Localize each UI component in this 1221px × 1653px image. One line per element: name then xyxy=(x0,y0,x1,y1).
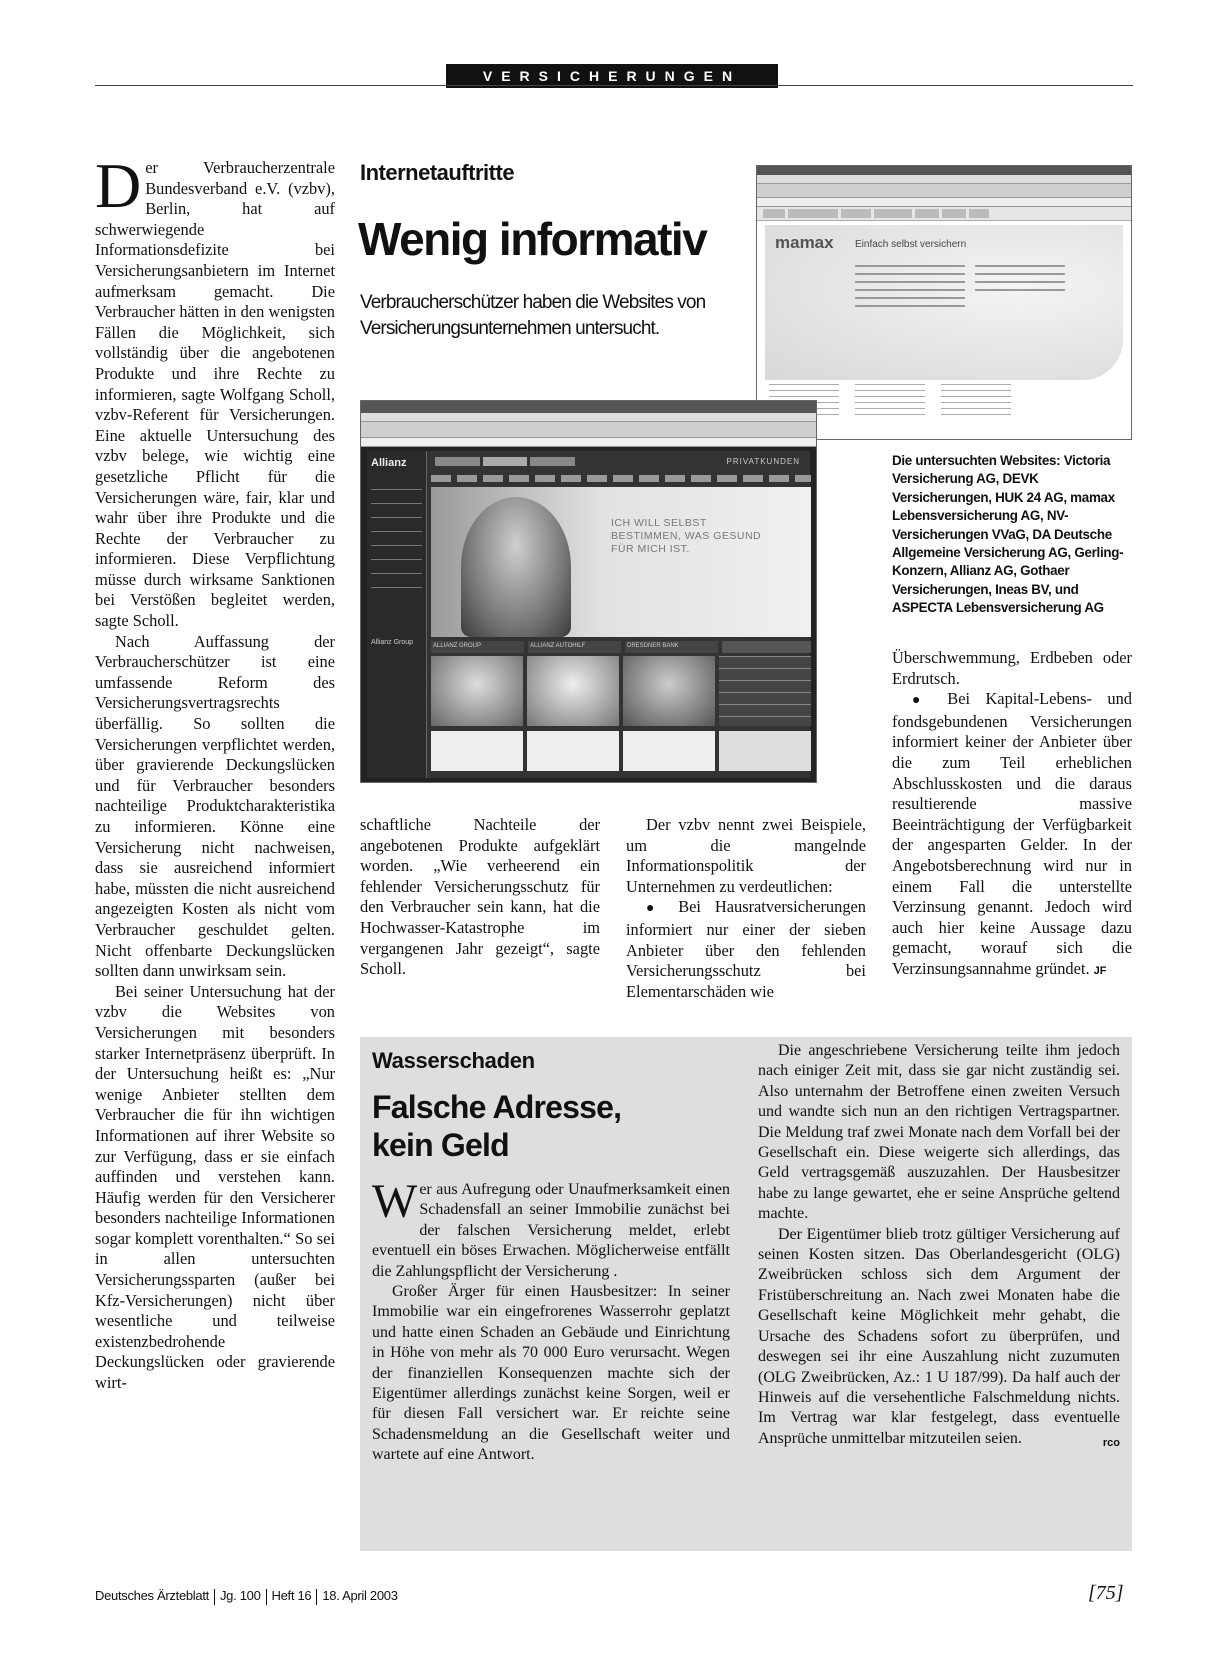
author-signature: JF xyxy=(1093,964,1107,977)
mamax-tagline: Einfach selbst versichern xyxy=(855,239,967,250)
divider xyxy=(266,1589,267,1605)
box-kicker: Wasserschaden xyxy=(372,1048,535,1073)
bullet-text: Bei Hausratversicherungen informiert nur einer der sieben Anbieter über den fehlenden Versicherungsschutz bei Elementarschäden wie xyxy=(626,897,866,1001)
box-column-1 xyxy=(372,1175,730,1466)
article-deck: Verbraucherschützer haben die Websites von Versicherungsunternehmen untersucht. xyxy=(360,292,706,339)
box-paragraph xyxy=(372,1175,730,1282)
paragraph-text: er Verbraucherzentrale Bundesverband e.V. (vzbv), Berlin, hat auf schwerwiegende Informationsdefizite bei Versicherungsanbietern im Internet aufmerksam gemacht. Die Verbraucher hätten in den wenigsten Fällen die Möglichkeit, sich vollständig über die angebotenen Produkte und ihre Rechte zu informieren, sagte Wolfgang Scholl, vzbv-Referent für Versicherungen. Eine aktuelle Untersuchung des vzbv belege, wie wichtig eine gesetzliche Pflicht für die Versicherungen wäre, fair, klar und wahr über ihre Produkte und die Rechte der Verbraucher zu informieren. Diese Verpflichtung müsse durch wirksame Sanktionen bei Verstößen begleitet werden, sagte Scholl. xyxy=(95,158,335,631)
allianz-logo: Allianz xyxy=(371,457,407,469)
box-author-signature: rco xyxy=(1102,1436,1120,1449)
journal-issue: Heft 16 xyxy=(271,1588,312,1603)
article-paragraph xyxy=(892,689,1132,981)
header-rule xyxy=(95,85,1133,86)
article-headline: Wenig informativ xyxy=(358,213,707,265)
journal-name: Deutsches Ärzteblatt xyxy=(95,1588,209,1603)
allianz-tab: ALLIANZ GROUP xyxy=(431,641,524,653)
allianz-tab: ALLIANZ AUTOHILF xyxy=(528,641,621,653)
article-paragraph: Bei seiner Untersuchung hat der vzbv die Websites von Versicherungen mit besonders starker Internetpräsenz überprüft. In der Untersuchung heißt es: „Nur wenige Anbieter stellten dem Verbraucher die für ihn wichtigen Informationen auf ihrer Website so zur Verfügung, dass er sie einfach auffinden und verstehen kann. Häufig werden für den Versicherer besonders nachteilige Informationen sogar komplett vorenthalten.“ So sei in allen untersuchten Versicherungssparten (außer bei Kfz-Versicherungen) nicht über wesentliche und teilweise existenzbedrohende Deckungslücken oder gravierende wirt- xyxy=(95,981,335,1393)
article-paragraph: schaftliche Nachteile der angebotenen Produkte aufgeklärt worden. „Wie verheerend ein fehlender Versicherungsschutz für den Verbraucher sein kann, hat die Hochwasser-Katastrophe im vergangenen Jahr gezeigt“, sagte Scholl. xyxy=(360,815,600,979)
box-paragraph: Die angeschriebene Versicherung teilte ihm jedoch nach einiger Zeit mit, dass sie gar nicht zuständig sei. Also unternahm der Betroffene einen zweiten Versuch und wandte sich nun an den richtigen Vertragspartner. Die Meldung traf zwei Monate nach dem Vorfall bei der Gesellschaft ein. Diese weigerte sich allerdings, das Geld vertragsgemäß auszuzahlen. Der Hausbesitzer habe zu lange gewartet, ehe er seine Ansprüche geltend machte. xyxy=(758,1042,1120,1223)
article-column-3 xyxy=(626,815,866,1002)
paragraph-text: Der Eigentümer blieb trotz gültiger Versicherung auf seinen Kosten sitzen. Das Oberlandesgericht (OLG) Zweibrücken schloss sich dem Argument der Fristüberschreitung an. Nach zwei Monaten habe die Gesellschaft keine Möglichkeit mehr gehabt, die Ursache des Schadens sofort zu überprüfen, und deswegen sei ihr eine Auszahlung nicht zuzumuten (OLG Zweibrücken, Az.: 1 U 187/99). Da half auch der Hinweis auf die versehentliche Falschmeldung nichts. Im Vertrag war klar festgelegt, dass eventuelle Ansprüche unmittelbar mitzuteilen seien. xyxy=(758,1225,1120,1447)
box-paragraph xyxy=(758,1225,1120,1449)
section-label: VERSICHERUNGEN xyxy=(446,64,778,88)
article-column-4 xyxy=(892,648,1132,982)
screenshot-caption: Die untersuchten Websites: Victoria Versicherung AG, DEVK Versicherungen, HUK 24 AG, mamax Lebensversicherung AG, NV-Versicherungen VVaG, DA Deutsche Allgemeine Versicherung AG, Gerling-Konzern, Allianz AG, Gothaer Versicherungen, Ineas BV, und ASPECTA Lebensversicherung AG xyxy=(892,453,1124,616)
bullet-icon: ● xyxy=(912,693,932,709)
article-column-2 xyxy=(360,815,600,980)
bullet-icon: ● xyxy=(646,901,665,917)
divider xyxy=(316,1589,317,1605)
mamax-website-screenshot xyxy=(756,165,1132,440)
box-headline: Falsche Adresse, kein Geld xyxy=(372,1089,622,1163)
mamax-logo: mamax xyxy=(775,233,834,252)
article-column-1 xyxy=(95,158,335,1553)
page-footer xyxy=(95,1588,398,1605)
article-paragraph: Der vzbv nennt zwei Beispiele, um die mangelnde Informationspolitik der Unternehmen zu verdeutlichen: xyxy=(626,815,866,896)
journal-volume: Jg. 100 xyxy=(219,1588,261,1603)
drop-cap: W xyxy=(372,1175,418,1228)
article-kicker: Internetauftritte xyxy=(360,160,515,185)
journal-date: 18. April 2003 xyxy=(322,1588,398,1603)
divider xyxy=(214,1589,215,1605)
box-column-2 xyxy=(758,1041,1120,1453)
article-paragraph: Nach Auffassung der Verbraucherschützer ist eine umfassende Reform des Versicherungsvertragsrechts überfällig. So sollten die Versicherungen verpflichtet werden, über gravierende Deckungslücken und für Verbraucher besonders nachteilige Produktcharakteristika zu informieren. Könne eine Versicherung nicht nachweisen, dass sie ausreichend informiert habe, müssten die nicht ausreichend angezeigten Kosten als nicht vom Verbraucher geschuldet gelten. Nicht offenbarte Deckungslücken sollten dann unwirksam sein. xyxy=(95,631,335,981)
allianz-hero-claim: ICH WILL SELBST BESTIMMEN, WAS GESUND FÜR MICH IST. xyxy=(611,517,762,555)
article-paragraph xyxy=(95,158,335,632)
allianz-tab: DRESDNER BANK xyxy=(625,641,718,653)
paragraph-text: er aus Aufregung oder Unaufmerksamkeit einen Schadensfall an seiner Immobilie zunächst bei der falschen Versicherung meldet, erlebt eventuell ein böses Erwachen. Möglicherweise entfällt die Zahlungspflicht der Versicherung . xyxy=(372,1181,730,1280)
allianz-group-label: Allianz Group xyxy=(371,639,414,646)
page-number: [75] xyxy=(1088,1582,1124,1604)
article-paragraph xyxy=(626,897,866,1002)
drop-cap: D xyxy=(95,158,142,221)
box-paragraph: Großer Ärger für einen Hausbesitzer: In seiner Immobilie war ein eingefrorenes Wasserrohr geplatzt und hatte einen Schaden an Gebäude und Einrichtung in Höhe von mehr als 70 000 Euro verursacht. Wegen der finanziellen Konsequenzen machte sich der Eigentümer allerdings zunächst keine Sorgen, weil er für diesen Fall versichert war. Er reichte seine Schadensmeldung an die Gesellschaft weiter und wartete auf eine Antwort. xyxy=(372,1283,730,1464)
article-paragraph: Überschwemmung, Erdbeben oder Erdrutsch. xyxy=(892,648,1132,688)
allianz-hero-portrait xyxy=(461,497,571,637)
bullet-text: Bei Kapital-Lebens- und fondsgebundenen Versicherungen informiert keiner der Anbieter über die zum Teil erheblichen Abschlusskosten und die daraus resultierende massive Beeinträchtigung der Verfügbarkeit der angesparten Gelder. In der Angebotsberechnung wird nur in einem Fall die unterstellte Verzinsung genannt. Jedoch wird auch hier keine Aussage dazu gemacht, worauf sich die Verzinsungsannahme gründet. xyxy=(892,689,1132,978)
allianz-section-label: PRIVATKUNDEN xyxy=(726,457,800,466)
allianz-website-screenshot xyxy=(360,400,817,783)
